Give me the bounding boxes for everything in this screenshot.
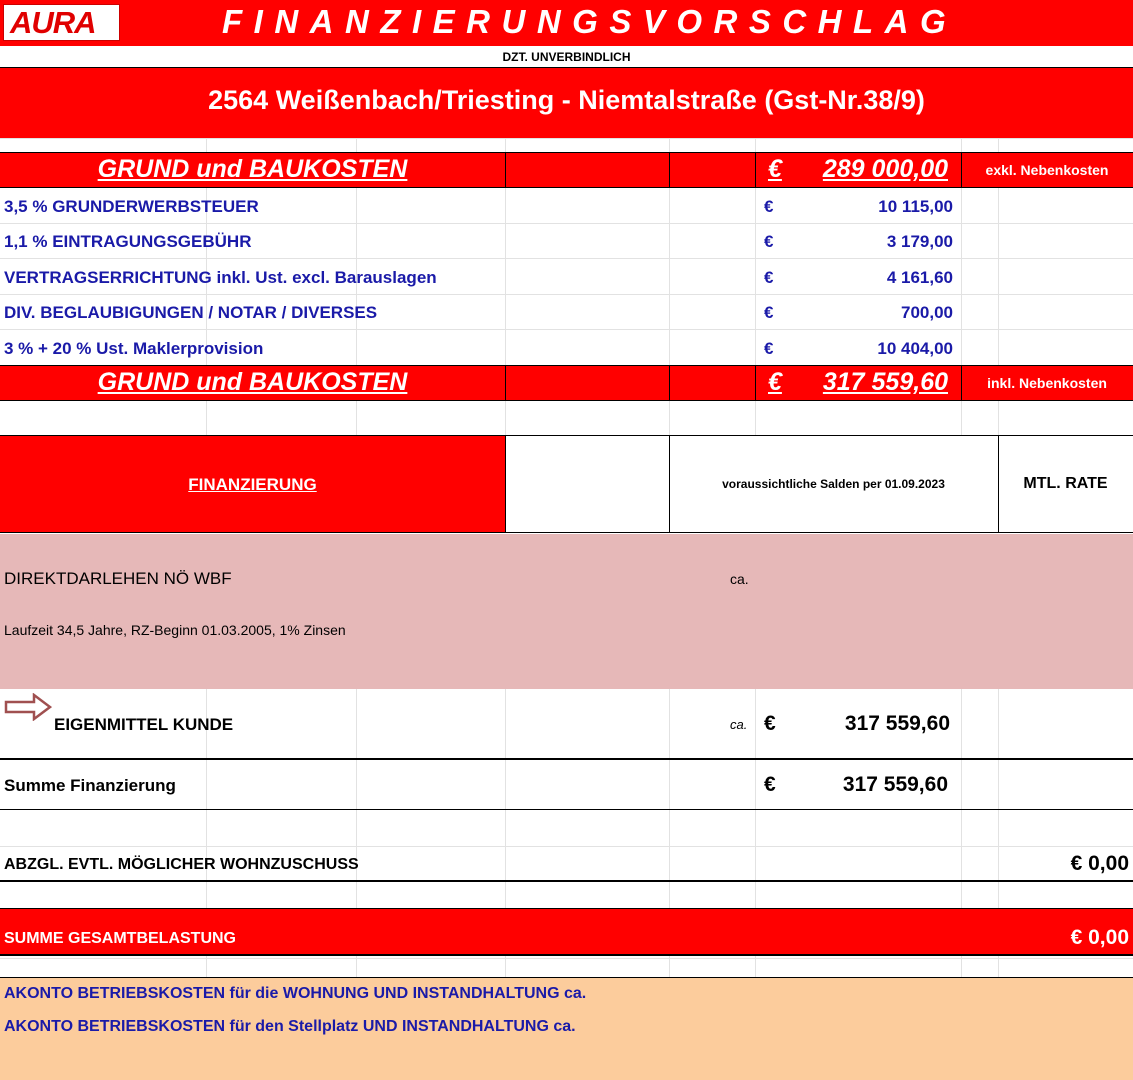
costs-base-amount: 289 000,00 bbox=[822, 155, 948, 183]
total-burden-label: SUMME GESAMTBELASTUNG bbox=[4, 930, 236, 947]
loan-section bbox=[0, 534, 1133, 689]
logo-text: AURA bbox=[10, 5, 96, 40]
subsidy-label: ABZGL. EVTL. MÖGLICHER WOHNZUSCHUSS bbox=[4, 856, 359, 873]
loan-ca: ca. bbox=[730, 571, 749, 587]
costs-total-note: inkl. Nebenkosten bbox=[987, 375, 1107, 391]
total-burden-amount: € 0,00 bbox=[1070, 926, 1129, 949]
sum-label: Summe Finanzierung bbox=[4, 776, 176, 795]
cost-item-label: 3 % + 20 % Ust. Maklerprovision bbox=[4, 339, 264, 358]
financing-heading: FINANZIERUNG bbox=[188, 475, 317, 494]
property-title: 2564 Weißenbach/Triesting - Niemtalstraße (Gst-Nr.38/9) bbox=[208, 85, 925, 115]
cost-item-currency: € bbox=[764, 339, 774, 358]
costs-total-heading: GRUND und BAUKOSTEN bbox=[97, 368, 408, 396]
cost-item-amount: 10 115,00 bbox=[878, 197, 953, 216]
cost-item-amount: 4 161,60 bbox=[886, 268, 953, 287]
subtitle: DZT. UNVERBINDLICH bbox=[502, 50, 631, 64]
subsidy-amount: € 0,00 bbox=[1070, 852, 1129, 875]
loan-details: Laufzeit 34,5 Jahre, RZ-Beginn 01.03.2005, 1% Zinsen bbox=[4, 622, 346, 638]
sum-currency: € bbox=[764, 773, 776, 796]
cost-item-currency: € bbox=[764, 268, 774, 287]
loan-label: DIREKTDARLEHEN NÖ WBF bbox=[4, 569, 232, 588]
equity-currency: € bbox=[764, 712, 776, 735]
equity-amount: 317 559,60 bbox=[844, 712, 950, 735]
cost-item-amount: 3 179,00 bbox=[886, 232, 953, 251]
equity-ca: ca. bbox=[730, 717, 748, 732]
costs-base-currency: € bbox=[768, 155, 782, 183]
aura-logo bbox=[3, 4, 120, 41]
cost-item-currency: € bbox=[764, 303, 774, 322]
costs-base-note: exkl. Nebenkosten bbox=[985, 162, 1109, 178]
saldo-header: voraussichtliche Salden per 01.09.2023 bbox=[722, 477, 945, 491]
cost-item-label: 3,5 % GRUNDERWERBSTEUER bbox=[4, 197, 259, 216]
arrow-right-icon bbox=[4, 693, 52, 721]
cost-item-label: DIV. BEGLAUBIGUNGEN / NOTAR / DIVERSES bbox=[4, 303, 378, 322]
cost-item-amount: 10 404,00 bbox=[877, 339, 953, 358]
cost-item-currency: € bbox=[764, 197, 774, 216]
operating-cost-parking: AKONTO BETRIEBSKOSTEN für den Stellplatz UND INSTANDHALTUNG ca. bbox=[4, 1018, 576, 1035]
sum-amount: 317 559,60 bbox=[842, 773, 948, 796]
page-title: FINANZIERUNGSVORSCHLAG bbox=[222, 3, 958, 40]
equity-label: EIGENMITTEL KUNDE bbox=[54, 715, 234, 734]
cost-item-amount: 700,00 bbox=[901, 303, 953, 322]
operating-cost-apartment: AKONTO BETRIEBSKOSTEN für die WOHNUNG UND INSTANDHALTUNG ca. bbox=[4, 985, 587, 1002]
cost-item-label: VERTRAGSERRICHTUNG inkl. Ust. excl. Barauslagen bbox=[4, 268, 437, 287]
costs-total-currency: € bbox=[768, 368, 782, 396]
rate-header: MTL. RATE bbox=[1023, 475, 1108, 492]
cost-item-currency: € bbox=[764, 232, 774, 251]
costs-heading: GRUND und BAUKOSTEN bbox=[97, 155, 408, 183]
cost-item-label: 1,1 % EINTRAGUNGSGEBÜHR bbox=[4, 232, 252, 251]
costs-total-amount: 317 559,60 bbox=[822, 368, 948, 396]
